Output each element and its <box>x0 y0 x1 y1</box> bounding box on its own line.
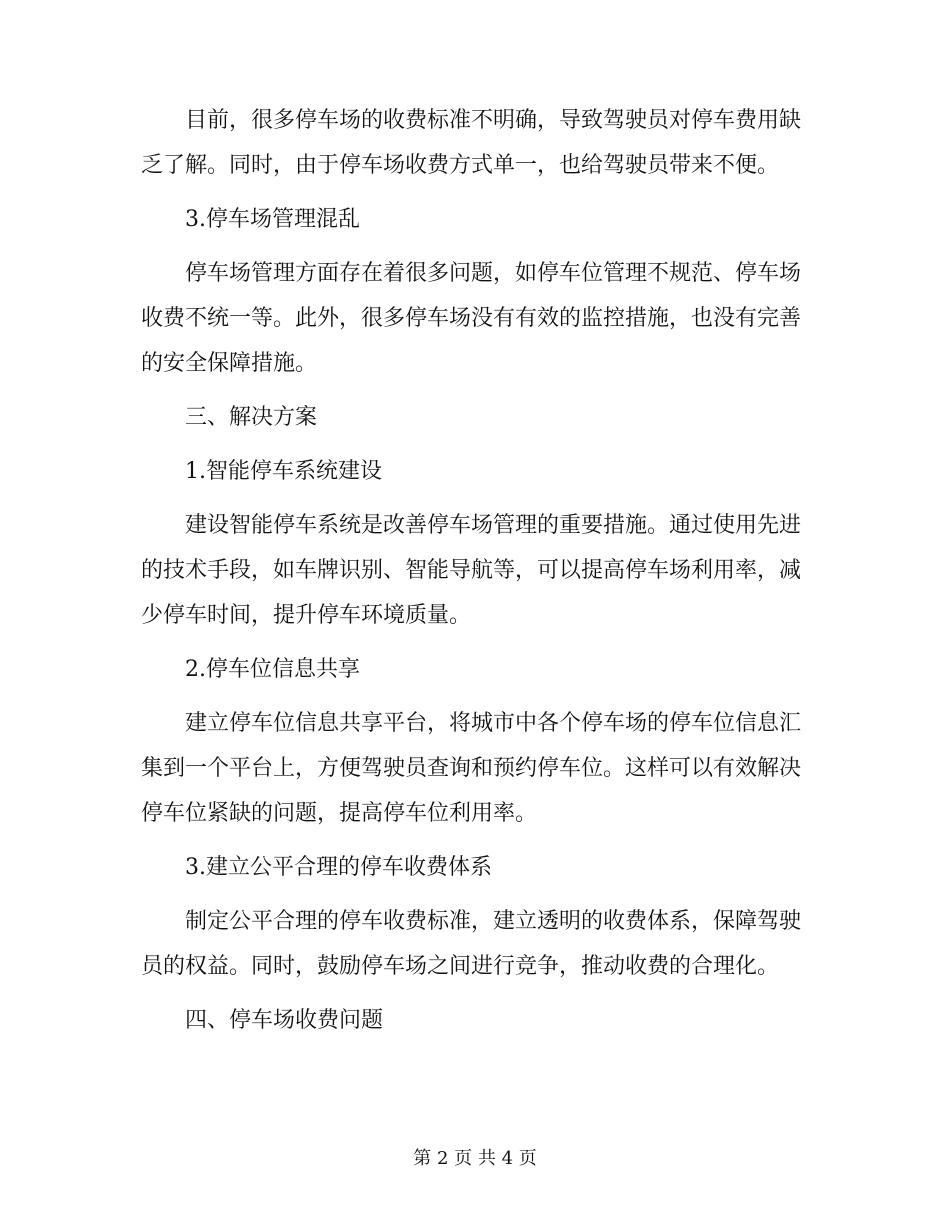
section-heading-fee-problems: 四、停车场收费问题 <box>185 1008 384 1033</box>
paragraph-fair-fee: 制定公平合理的停车收费标准，建立透明的收费体系，保障驾驶员的权益。同时，鼓励停车场之间进行竞争，推动收费的合理化。 <box>141 909 802 979</box>
document-body <box>141 98 801 1052</box>
heading-smart-parking-system: 1.智能停车系统建设 <box>185 459 382 484</box>
heading-parking-management-chaos: 3.停车场管理混乱 <box>185 207 360 232</box>
page-number-footer: 第 2 页 共 4 页 <box>413 1148 537 1169</box>
paragraph-management-issues: 停车场管理方面存在着很多问题，如停车位管理不规范、停车场收费不统一等。此外，很多停车场没有有效的监控措施，也没有完善的安全保障措施。 <box>141 261 802 376</box>
heading-parking-info-sharing: 2.停车位信息共享 <box>185 657 360 682</box>
heading-fair-fee-system: 3.建立公平合理的停车收费体系 <box>185 855 492 880</box>
paragraph-info-sharing: 建立停车位信息共享平台，将城市中各个停车场的停车位信息汇集到一个平台上，方便驾驶员查询和预约停车位。这样可以有效解决停车位紧缺的问题，提高停车位利用率。 <box>141 711 802 826</box>
section-heading-solutions: 三、解决方案 <box>185 405 318 430</box>
paragraph-smart-parking: 建设智能停车系统是改善停车场管理的重要措施。通过使用先进的技术手段，如车牌识别、智能导航等，可以提高停车场利用率，减少停车时间，提升停车环境质量。 <box>141 513 802 628</box>
paragraph-fee-standards: 目前，很多停车场的收费标准不明确，导致驾驶员对停车费用缺乏了解。同时，由于停车场收费方式单一，也给驾驶员带来不便。 <box>141 108 802 178</box>
